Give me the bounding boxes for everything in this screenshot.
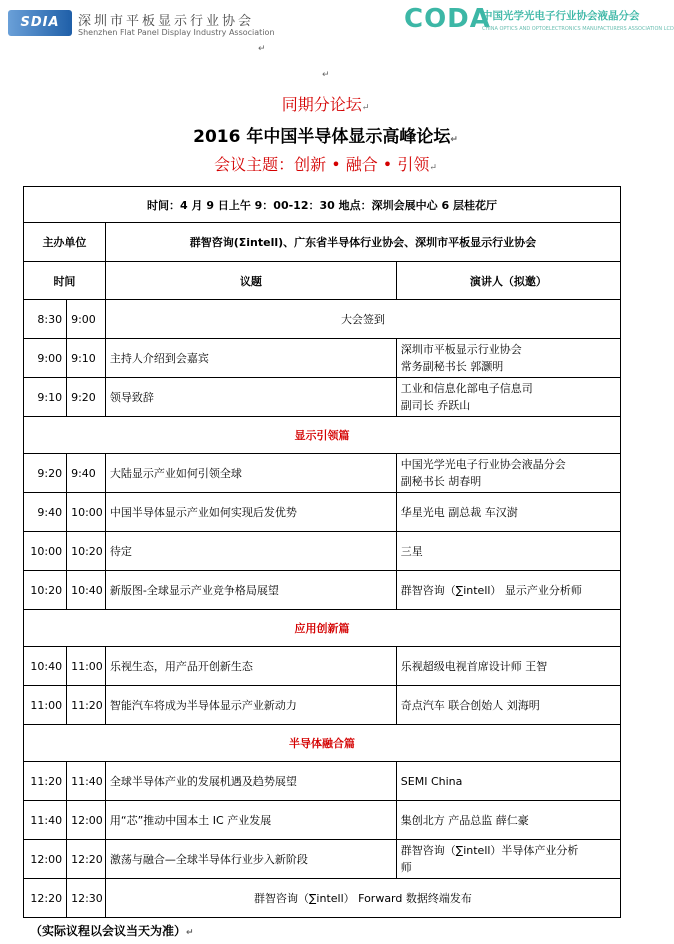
column-header-time: 时间 bbox=[24, 262, 106, 300]
agenda-speaker bbox=[396, 532, 620, 571]
end-time: 9:10 bbox=[67, 339, 106, 378]
start-time: 11:00 bbox=[24, 686, 67, 725]
agenda-topic: 乐视生态，用产品开创新生态 bbox=[105, 647, 396, 686]
page-title bbox=[0, 122, 651, 147]
paragraph-mark-icon: ↵ bbox=[258, 44, 266, 54]
agenda-topic: 全球半导体产业的发展机遇及趋势展望 bbox=[105, 762, 396, 801]
coda-logo bbox=[404, 4, 674, 44]
section-heading-row bbox=[24, 417, 621, 454]
host-row bbox=[24, 223, 621, 262]
sub-forum-heading bbox=[0, 92, 651, 115]
speaker-line: 群智咨询（∑intell） 显示产业分析师 bbox=[400, 583, 582, 597]
speaker-line: 深圳市平板显示行业协会 bbox=[400, 343, 522, 356]
end-time: 11:40 bbox=[67, 762, 106, 801]
speaker-line: 常务副秘书长 郭灏明 bbox=[400, 360, 504, 373]
column-header-speaker: 演讲人（拟邀） bbox=[396, 262, 620, 300]
agenda-row bbox=[24, 454, 621, 493]
speaker-line: 三星 bbox=[400, 544, 423, 558]
start-time: 12:20 bbox=[24, 879, 67, 918]
agenda-row bbox=[24, 339, 621, 378]
time-location-cell: 时间：4 月 9 日上午 9：00-12：30 地点：深圳会展中心 6 层桂花厅 bbox=[24, 187, 621, 223]
agenda-table bbox=[23, 186, 621, 918]
agenda-row bbox=[24, 300, 621, 339]
start-time: 11:20 bbox=[24, 762, 67, 801]
agenda-row bbox=[24, 647, 621, 686]
agenda-row bbox=[24, 686, 621, 725]
agenda-topic: 中国半导体显示产业如何实现后发优势 bbox=[105, 493, 396, 532]
page-title-text: 2016 年中国半导体显示高峰论坛 bbox=[193, 127, 451, 147]
sdia-logo-english-name: Shenzhen Flat Panel Display Industry Association bbox=[78, 28, 275, 37]
sub-forum-text: 同期分论坛 bbox=[281, 95, 362, 114]
start-time: 12:00 bbox=[24, 840, 67, 879]
agenda-speaker bbox=[396, 571, 620, 610]
speaker-line: 华星光电 副总裁 车汉澍 bbox=[400, 505, 518, 519]
sdia-logo-chinese-name: 深圳市平板显示行业协会 bbox=[78, 14, 255, 29]
agenda-topic: 用“芯”推动中国本土 IC 产业发展 bbox=[105, 801, 396, 840]
agenda-row bbox=[24, 532, 621, 571]
sdia-logo-mark: SDIA bbox=[8, 10, 72, 36]
end-time: 10:40 bbox=[67, 571, 106, 610]
agenda-speaker bbox=[396, 762, 620, 801]
speaker-line: 工业和信息化部电子信息司 bbox=[400, 382, 533, 395]
section-heading: 半导体融合篇 bbox=[24, 725, 621, 762]
coda-logo-english-name: CHINA OPTICS AND OPTOELECTRONICS MANUFACTURERS ASSOCIATION LCD bbox=[482, 26, 674, 32]
agenda-topic: 智能汽车将成为半导体显示产业新动力 bbox=[105, 686, 396, 725]
paragraph-mark-icon: ↵ bbox=[186, 928, 194, 938]
end-time: 12:00 bbox=[67, 801, 106, 840]
start-time: 9:00 bbox=[24, 339, 67, 378]
agenda-row bbox=[24, 801, 621, 840]
end-time: 11:20 bbox=[67, 686, 106, 725]
paragraph-mark-icon: ↵ bbox=[322, 70, 330, 80]
agenda-speaker bbox=[396, 840, 620, 879]
speaker-line: SEMI China bbox=[400, 774, 463, 788]
start-time: 9:10 bbox=[24, 378, 67, 417]
coda-logo-chinese-name: 中国光学光电子行业协会液晶分会 bbox=[482, 10, 640, 22]
speaker-line: 乐视超级电视首席设计师 王智 bbox=[400, 659, 548, 673]
agenda-row bbox=[24, 493, 621, 532]
speaker-line: 集创北方 产品总监 薛仁豪 bbox=[400, 813, 529, 827]
speaker-line: 群智咨询（∑intell）半导体产业分析 bbox=[400, 844, 579, 857]
agenda-topic: 待定 bbox=[105, 532, 396, 571]
host-organizations: 群智咨询(Σintell)、广东省半导体行业协会、深圳市平板显示行业协会 bbox=[105, 223, 620, 262]
column-header-row bbox=[24, 262, 621, 300]
conference-theme bbox=[0, 152, 651, 175]
end-time: 9:40 bbox=[67, 454, 106, 493]
agenda-speaker bbox=[396, 686, 620, 725]
speaker-line: 师 bbox=[400, 861, 412, 874]
agenda-row bbox=[24, 378, 621, 417]
agenda-event: 大会签到 bbox=[105, 300, 620, 339]
agenda-event: 群智咨询（∑intell） Forward 数据终端发布 bbox=[105, 879, 620, 918]
agenda-speaker bbox=[396, 493, 620, 532]
end-time: 9:00 bbox=[67, 300, 106, 339]
agenda-topic: 领导致辞 bbox=[105, 378, 396, 417]
agenda-speaker bbox=[396, 801, 620, 840]
agenda-speaker bbox=[396, 339, 620, 378]
speaker-line: 奇点汽车 联合创始人 刘海明 bbox=[400, 698, 540, 712]
start-time: 11:40 bbox=[24, 801, 67, 840]
end-time: 11:00 bbox=[67, 647, 106, 686]
start-time: 9:40 bbox=[24, 493, 67, 532]
start-time: 10:00 bbox=[24, 532, 67, 571]
agenda-row bbox=[24, 762, 621, 801]
agenda-row bbox=[24, 840, 621, 879]
column-header-topic: 议题 bbox=[105, 262, 396, 300]
footnote bbox=[30, 922, 194, 939]
agenda-topic: 激荡与融合—全球半导体行业步入新阶段 bbox=[105, 840, 396, 879]
footnote-text: （实际议程以会议当天为准） bbox=[30, 924, 187, 938]
end-time: 9:20 bbox=[67, 378, 106, 417]
conference-theme-text: 会议主题：创新 • 融合 • 引领 bbox=[214, 155, 430, 174]
end-time: 10:00 bbox=[67, 493, 106, 532]
sdia-logo bbox=[8, 8, 275, 42]
coda-logo-mark: CODA bbox=[404, 4, 491, 34]
agenda-topic: 新版图-全球显示产业竞争格局展望 bbox=[105, 571, 396, 610]
end-time: 12:30 bbox=[67, 879, 106, 918]
agenda-speaker bbox=[396, 454, 620, 493]
start-time: 9:20 bbox=[24, 454, 67, 493]
end-time: 10:20 bbox=[67, 532, 106, 571]
section-heading-row bbox=[24, 725, 621, 762]
time-location-row bbox=[24, 187, 621, 223]
agenda-speaker bbox=[396, 647, 620, 686]
end-time: 12:20 bbox=[67, 840, 106, 879]
section-heading-row bbox=[24, 610, 621, 647]
section-heading: 显示引领篇 bbox=[24, 417, 621, 454]
agenda-row bbox=[24, 571, 621, 610]
agenda-topic: 主持人介绍到会嘉宾 bbox=[105, 339, 396, 378]
speaker-line: 副司长 乔跃山 bbox=[400, 399, 471, 412]
paragraph-mark-icon: ↵ bbox=[361, 103, 370, 113]
section-heading: 应用创新篇 bbox=[24, 610, 621, 647]
agenda-row bbox=[24, 879, 621, 918]
start-time: 8:30 bbox=[24, 300, 67, 339]
speaker-line: 副秘书长 胡春明 bbox=[400, 475, 482, 488]
start-time: 10:40 bbox=[24, 647, 67, 686]
start-time: 10:20 bbox=[24, 571, 67, 610]
agenda-topic: 大陆显示产业如何引领全球 bbox=[105, 454, 396, 493]
speaker-line: 中国光学光电子行业协会液晶分会 bbox=[400, 458, 566, 471]
paragraph-mark-icon: ↵ bbox=[450, 135, 458, 145]
agenda-speaker bbox=[396, 378, 620, 417]
paragraph-mark-icon: ↵ bbox=[429, 163, 437, 173]
host-label: 主办单位 bbox=[24, 223, 106, 262]
